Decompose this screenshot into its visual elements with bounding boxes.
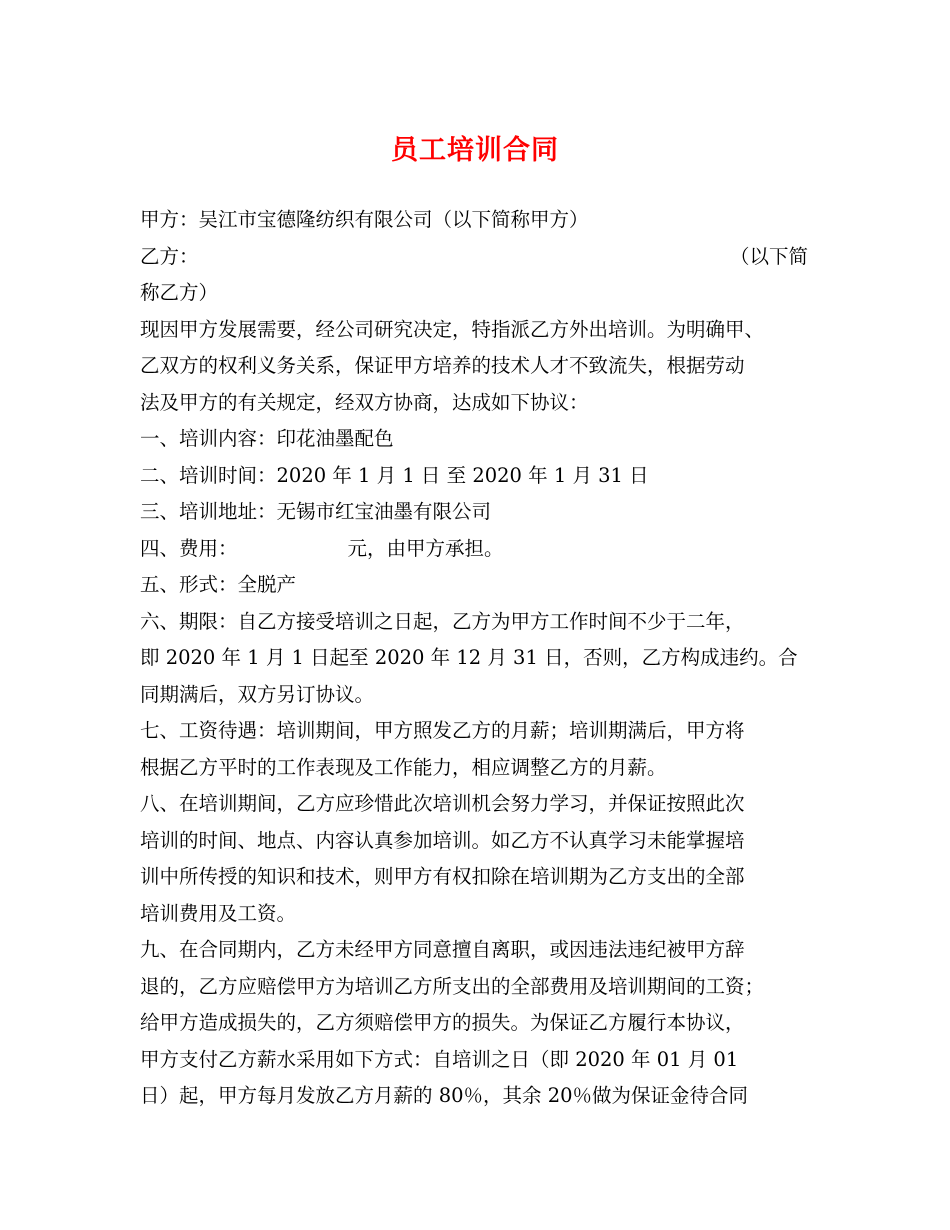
paragraph-line: 现因甲方发展需要，经公司研究决定，特指派乙方外出培训。为明确甲、	[140, 317, 765, 341]
clause-salary: 七、工资待遇：培训期间，甲方照发乙方的月薪；培训期满后，甲方将	[140, 719, 745, 742]
paragraph-line: 训中所传授的知识和技术，则甲方有权扣除在培训期为乙方支出的全部	[140, 865, 745, 888]
paragraph-line: 即 2020 年 1 月 1 日起至 2020 年 12 月 31 日，否则，乙方构成违约。合	[140, 646, 798, 669]
clause-training-time: 二、培训时间：2020 年 1 月 1 日 至 2020 年 1 月 31 日	[140, 463, 649, 487]
paragraph-line: 乙双方的权利义务关系，保证甲方培养的技术人才不致流失，根据劳动	[140, 354, 745, 377]
paragraph-line: 给甲方造成损失的，乙方须赔偿甲方的损失。为保证乙方履行本协议，	[140, 1011, 745, 1034]
paragraph-line: 培训的时间、地点、内容认真参加培训。如乙方不认真学习未能掌握培	[140, 828, 745, 852]
fee-text: 元，由甲方承担。	[347, 536, 504, 560]
paragraph-line: 根据乙方平时的工作表现及工作能力，相应调整乙方的月薪。	[140, 755, 667, 779]
clause-training-content: 一、培训内容：印花油墨配色	[140, 427, 394, 450]
paragraph-line: 法及甲方的有关规定，经双方协商，达成如下协议：	[140, 390, 589, 414]
paragraph-line: 日）起，甲方每月发放乙方月薪的 80％，其余 20％做为保证金待合同	[140, 1084, 749, 1107]
paragraph-line: 培训费用及工资。	[140, 901, 297, 925]
party-b-suffix: （以下简	[730, 244, 809, 268]
clause-form: 五、形式：全脱产	[140, 573, 297, 596]
fee-label: 四、费用：	[140, 536, 238, 560]
party-b-suffix-end: 称乙方）	[140, 281, 219, 304]
clause-training-address: 三、培训地址：无锡市红宝油墨有限公司	[140, 500, 492, 523]
clause-breach: 九、在合同期内，乙方未经甲方同意擅自离职，或因违法违纪被甲方辞	[140, 938, 745, 961]
contract-body	[140, 202, 820, 1115]
party-b-line	[140, 239, 820, 276]
clause-fee	[140, 531, 820, 568]
party-b-label: 乙方：	[140, 244, 199, 268]
clause-term: 六、期限：自乙方接受培训之日起，乙方为甲方工作时间不少于二年，	[140, 609, 745, 633]
document-title: 员工培训合同	[391, 135, 559, 166]
paragraph-line: 同期满后，双方另订协议。	[140, 682, 375, 706]
clause-study: 八、在培训期间，乙方应珍惜此次培训机会努力学习，并保证按照此次	[140, 792, 745, 815]
party-a-line: 甲方：吴江市宝德隆纺织有限公司（以下简称甲方）	[140, 208, 589, 231]
paragraph-line: 甲方支付乙方薪水采用如下方式：自培训之日（即 2020 年 01 月 01	[140, 1047, 739, 1071]
paragraph-line: 退的，乙方应赔偿甲方为培训乙方所支出的全部费用及培训期间的工资；	[140, 974, 765, 998]
